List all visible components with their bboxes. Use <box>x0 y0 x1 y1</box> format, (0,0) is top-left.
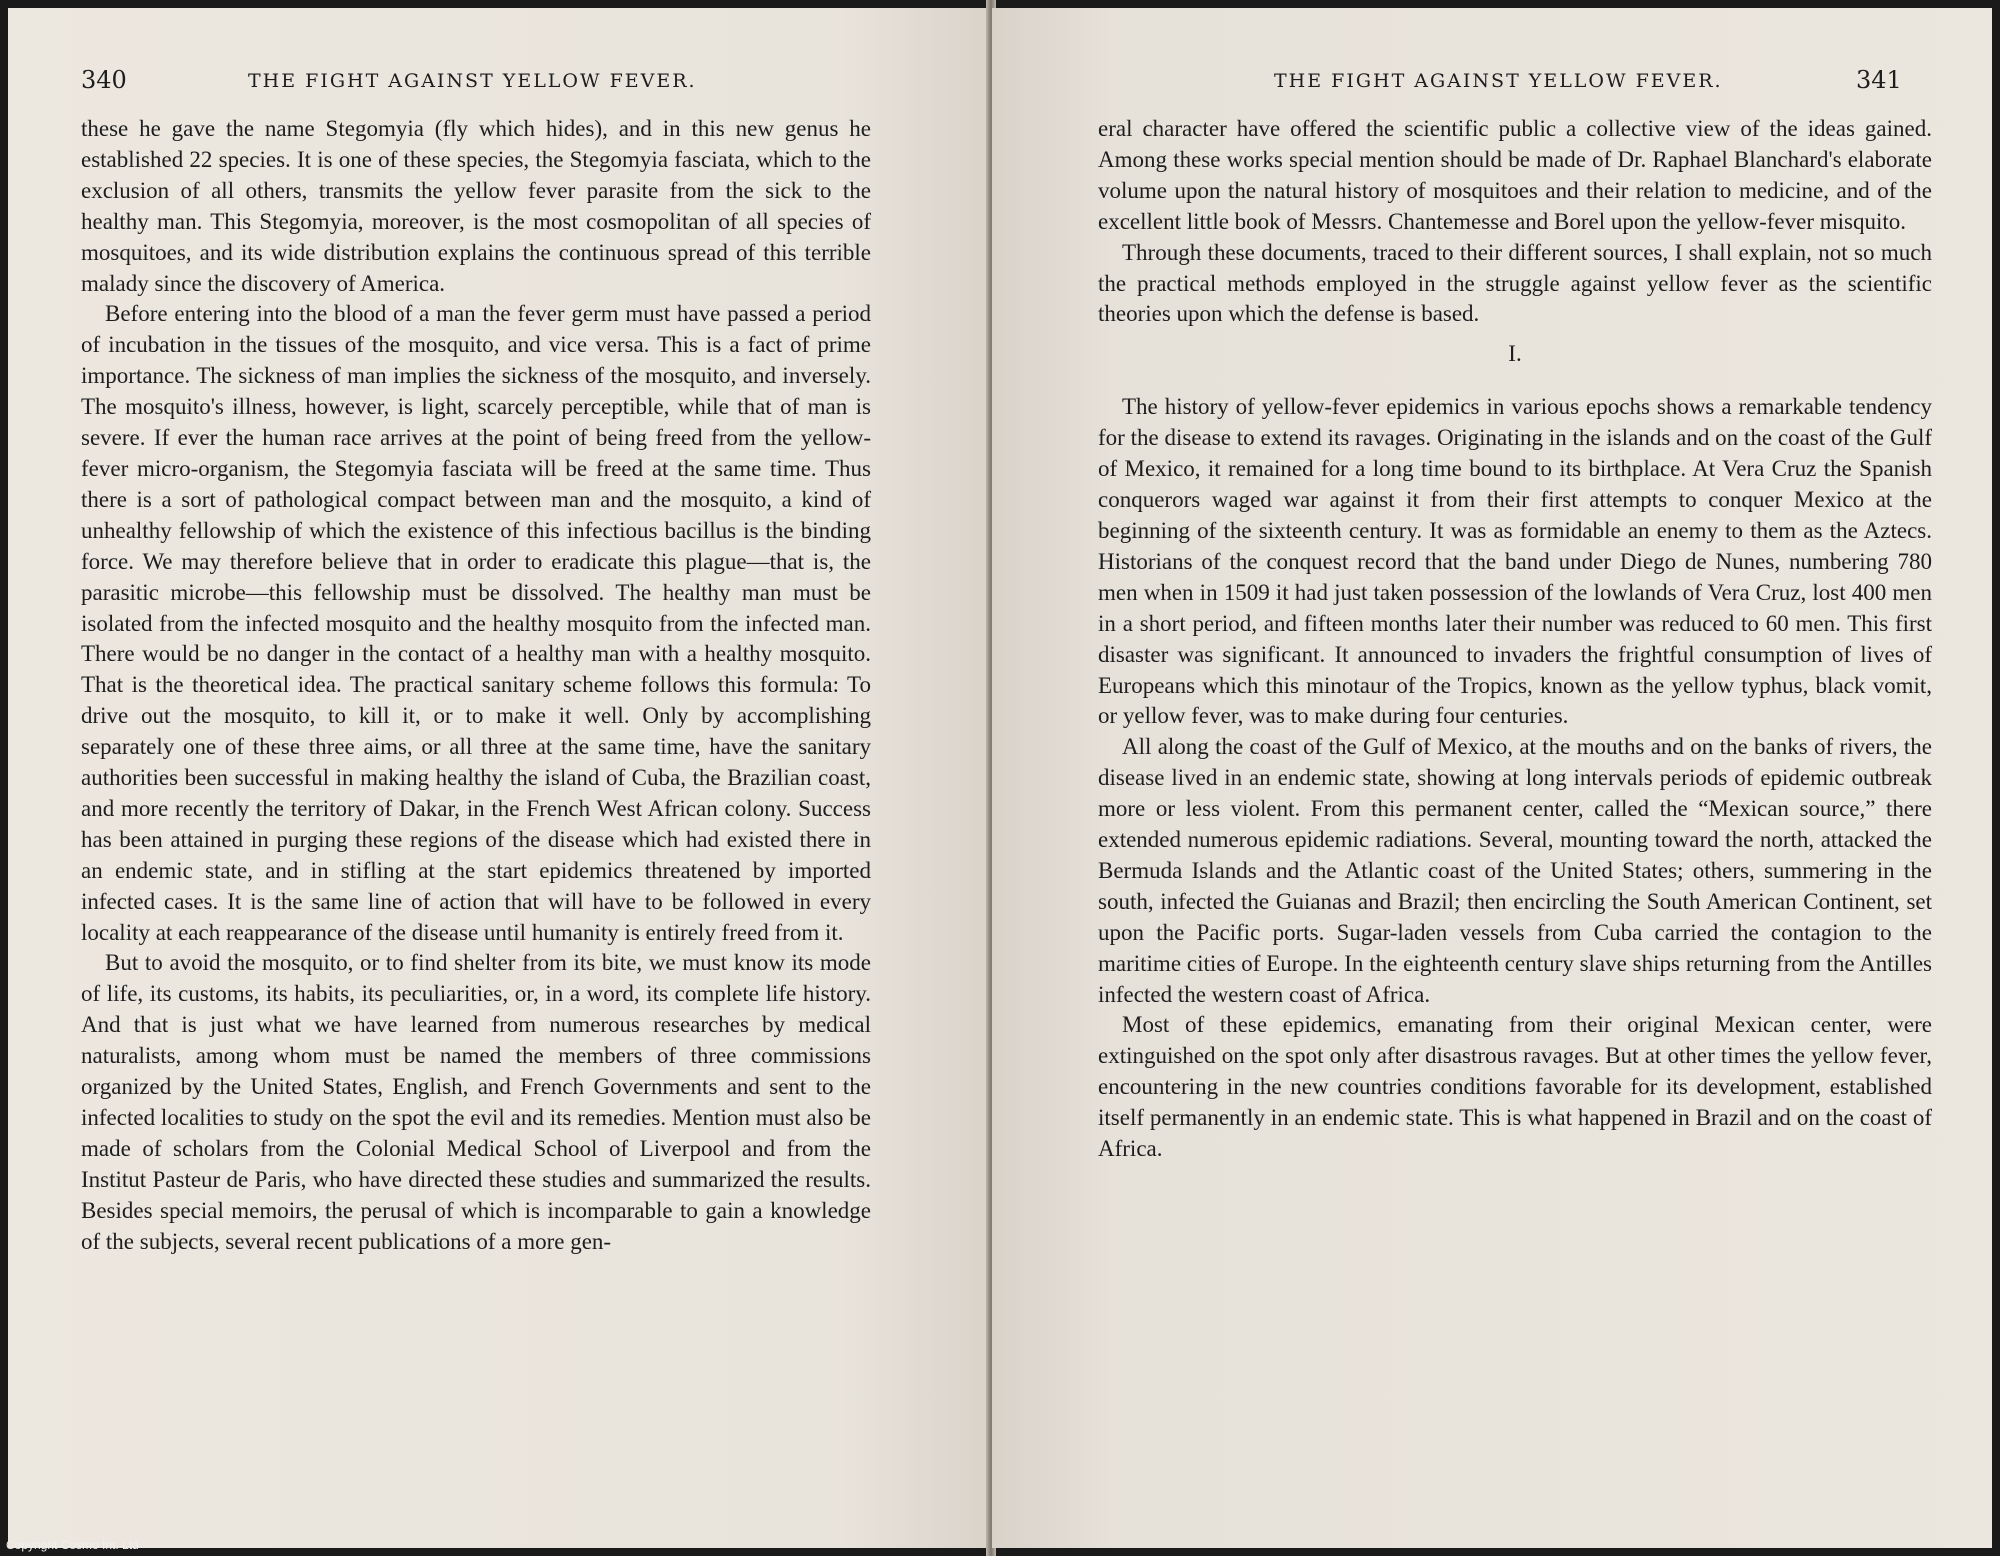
right-page-body <box>1098 114 1932 1165</box>
paragraph: Through these documents, traced to their different sources, I shall explain, not so much the practical methods employed in the struggle against yellow fever as the scientific theories upon which the defense is based. <box>1098 239 1932 327</box>
left-page-header <box>8 66 990 100</box>
paragraph: The history of yellow-fever epidemics in various epochs shows a remarkable tendency for the disease to extend its ravages. Originating in the islands and on the coast of the Gulf of Mexico, it remained for a long time bound to its birthplace. At Vera Cruz the Spanish conquerors waged war against it from their first attempts to conquer Mexico at the beginning of the sixteenth century. It was as formidable an enemy to them as the Aztecs. Historians of the conquest record that the band under Diego de Nunes, numbering 780 men when in 1509 it had just taken possession of the lowlands of Vera Cruz, lost 400 men in a short period, and fifteen months later their number was reduced to 60 men. This first disaster was significant. It announced to invaders the frightful consumption of lives of Europeans which this minotaur of the Tropics, known as the yellow typhus, black vomit, or yellow fever, was to make during four centuries. <box>1098 394 1932 729</box>
paragraph: eral character have offered the scientific public a collective view of the ideas gained. Among these works special mention should be made of Dr. Raphael Blanchard's elaborate volume upon the natural history of mosquitoes and their relation to medicine, and of the excellent little book of Messrs. Chantemesse and Borel upon the yellow-fever misquito. <box>1098 116 1932 234</box>
paragraph: Before entering into the blood of a man the fever germ must have passed a period of incubation in the tissues of the mosquito, and vice versa. This is a fact of prime importance. The sickness of man implies the sickness of the mosquito, and inversely. The mosquito's illness, however, is light, scarcely perceptible, while that of man is severe. If ever the human race arrives at the point of being freed from the yellow-fever micro-organism, the Stegomyia fasciata will be freed at the same time. Thus there is a sort of pathological compact between man and the mosquito, a kind of unhealthy fellowship of which the existence of this infectious bacillus is the binding force. We may therefore believe that in order to eradicate this plague—that is, the parasitic microbe—this fellowship must be dissolved. The healthy man must be isolated from the infected mosquito and the healthy mosquito from the infected man. There would be no danger in the contact of a healthy man with a healthy mosquito. That is the theoretical idea. The practical sanitary scheme follows this formula: To drive out the mosquito, to kill it, or to make it well. Only by accomplishing separately one of these three aims, or all three at the same time, have the sanitary authorities been successful in making healthy the island of Cuba, the Brazilian coast, and more recently the territory of Dakar, in the French West African colony. Success has been attained in purging these regions of the disease which had existed there in an endemic state, and in stifling at the start epidemics threatened by imported infected cases. It is the same line of action that will have to be followed in every locality at each reappearance of the disease until humanity is entirely freed from it. <box>81 301 871 945</box>
copyright-notice: Copyright Cosmo Int. Ltd <box>6 1538 139 1552</box>
paragraph: these he gave the name Stegomyia (fly which hides), and in this new genus he established 22 species. It is one of these species, the Stegomyia fasciata, which to the exclusion of all others, transmits the yellow fever parasite from the sick to the healthy man. This Stegomyia, moreover, is the most cosmopolitan of all species of mosquitoes, and its wide distribution explains the continuous spread of this terrible malady since the discovery of America. <box>81 116 871 296</box>
section-heading: I. <box>1508 341 1522 367</box>
paragraph: All along the coast of the Gulf of Mexico, at the mouths and on the banks of rivers, the disease lived in an endemic state, showing at long intervals periods of epidemic outbreak more or less violent. From this permanent center, called the “Mexican source,” there extended numerous epidemic radiations. Several, mounting toward the north, attacked the Bermuda Islands and the Atlantic coast of the United States; others, summering in the south, infected the Guianas and Brazil; then encircling the South American Continent, set upon the Pacific ports. Sugar-laden vessels from Cuba carried the contagion to the maritime cities of Europe. In the eighteenth century slave ships returning from the Antilles infected the western coast of Africa. <box>1098 734 1932 1007</box>
paragraph: But to avoid the mosquito, or to find shelter from its bite, we must know its mode of life, its customs, its habits, its peculiarities, or, in a word, its complete life history. And that is just what we have learned from numerous researches by medical naturalists, among whom must be named the members of three commissions organized by the United States, English, and French Governments and sent to the infected localities to study on the spot the evil and its remedies. Mention must also be made of scholars from the Colonial Medical School of Liverpool and from the Institut Pasteur de Paris, who have directed these studies and summarized the results. Besides special memoirs, the perusal of which is incomparable to gain a knowledge of the subjects, several recent publications of a more gen- <box>81 950 871 1254</box>
right-page <box>992 8 1992 1548</box>
left-running-head: THE FIGHT AGAINST YELLOW FEVER. <box>248 70 697 92</box>
right-page-number: 341 <box>1856 66 1902 94</box>
left-page-body <box>81 114 871 1258</box>
right-running-head: THE FIGHT AGAINST YELLOW FEVER. <box>1274 70 1723 92</box>
left-page <box>8 8 990 1548</box>
paragraph: Most of these epidemics, emanating from their original Mexican center, were extinguished on the spot only after disastrous ravages. But at other times the yellow fever, encountering in the new countries conditions favorable for its development, established itself permanently in an endemic state. This is what happened in Brazil and on the coast of Africa. <box>1098 1012 1932 1162</box>
right-page-header <box>992 66 1992 100</box>
left-page-number: 340 <box>81 66 127 94</box>
